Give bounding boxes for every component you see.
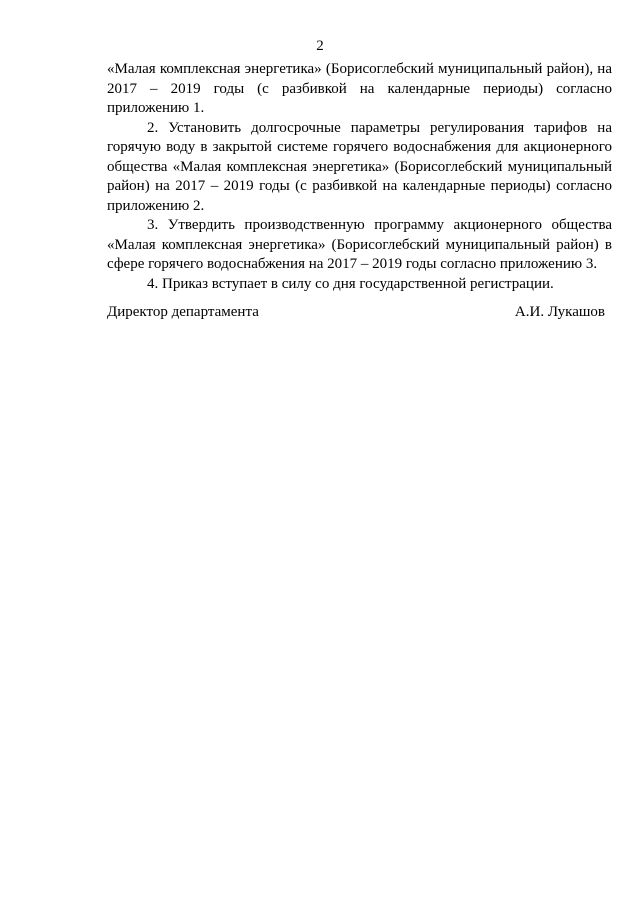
page-number: 2 (316, 38, 324, 54)
paragraph-item-4: 4. Приказ вступает в силу со дня государственной регистрации. (147, 275, 554, 292)
signatory-name: А.И. Лукашов (514, 304, 605, 320)
paragraph-continuation: «Малая комплексная энергетика» (Борисоглебский муниципальный район), на 2017 – 2019 годы (с разбивкой на календарные периоды) согласно приложению 1. (107, 61, 612, 116)
paragraph-item-2: 2. Установить долгосрочные параметры регулирования тарифов на горячую воду в закрытой системе горячего водоснабжения для акционерного общества «Малая комплексная энергетика» (Борисоглебский муниципальный район) на 2017 – 2019 годы (с разбивкой на календарные периоды) согласно приложению 2. (107, 119, 612, 214)
document-body (107, 60, 612, 294)
paragraph-item-3: 3. Утвердить производственную программу акционерного общества «Малая комплексная энергетика» (Борисоглебский муниципальный район) в сфере горячего водоснабжения на 2017 – 2019 годы согласно приложению 3. (107, 217, 612, 272)
signatory-position: Директор департамента (107, 304, 259, 320)
signature-block (107, 304, 605, 321)
